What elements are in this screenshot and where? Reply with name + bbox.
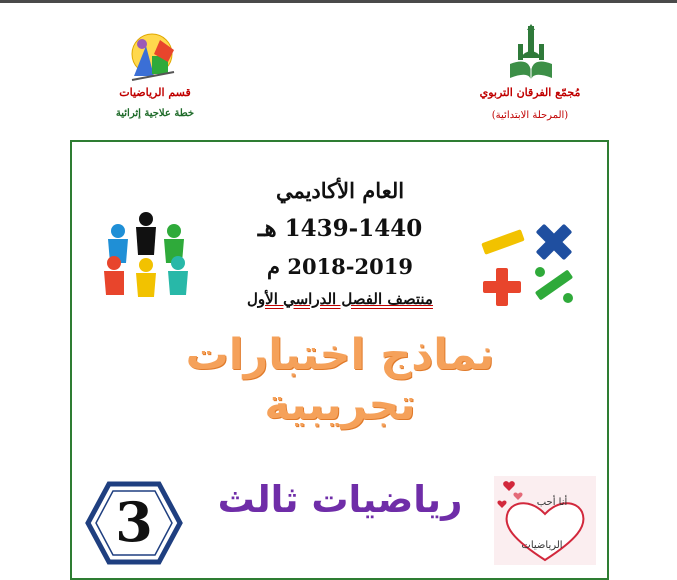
department-name: قسم الرياضيات [119, 86, 191, 99]
mosque-book-icon [506, 24, 556, 84]
main-title: نماذج اختبارات تجريبية [185, 330, 495, 430]
grade-number: 3 [115, 490, 153, 554]
plan-name: خطة علاجية إثرائية [115, 108, 195, 119]
people-circle-icon [96, 205, 196, 300]
geometry-shapes-icon [124, 32, 180, 84]
school-name: مُجمّع الفرقان التربوي [479, 86, 581, 99]
heart-icon [494, 476, 596, 565]
subject-title: رياضيات ثالث [217, 478, 463, 521]
love-line-2: الرياضيات [521, 540, 563, 551]
love-line-1: أنا أحب [536, 497, 568, 508]
gregorian-year: 2018-2019 م [267, 254, 413, 279]
top-border [0, 0, 677, 3]
stage-name: (المرحلة الابتدائية) [491, 110, 569, 121]
academic-year-title: العام الأكاديمي [275, 178, 405, 203]
math-operations-icon [478, 218, 582, 308]
semester-label: منتصف الفصل الدراسي الأول [247, 290, 433, 308]
hijri-year: 1439-1440 هـ [257, 215, 423, 242]
